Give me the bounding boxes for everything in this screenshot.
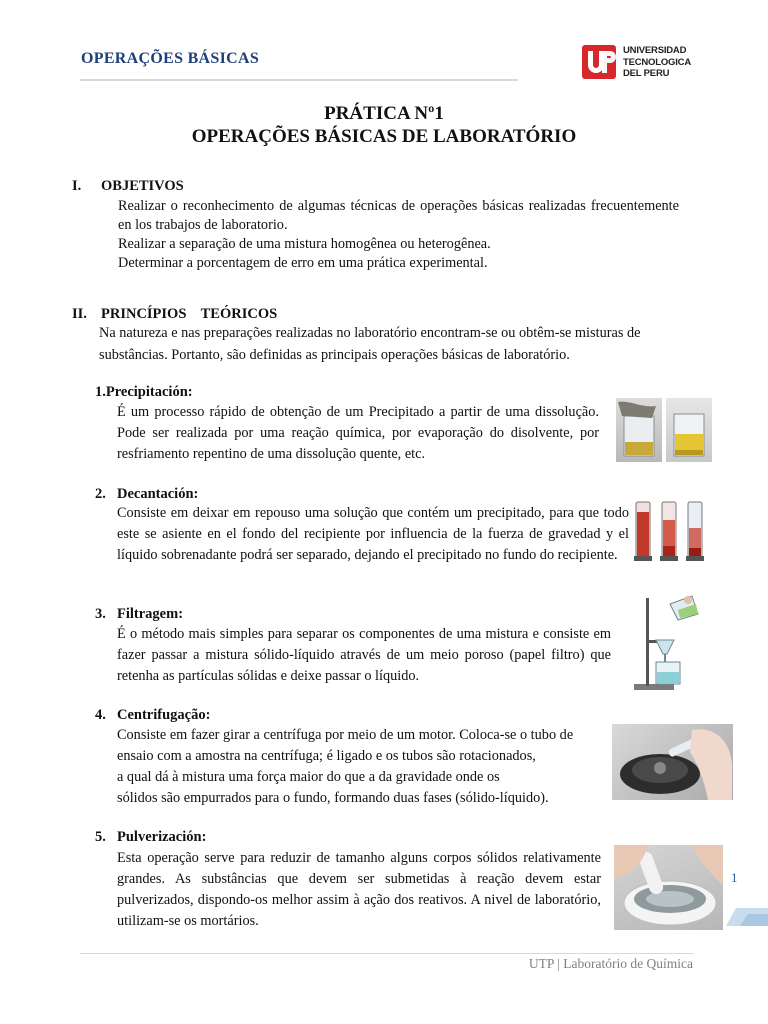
principios-intro: Na natureza e nas preparações realizadas no laboratório encontram-se ou obtêm-se misturas de substâncias. Portanto, são definidas as principais operações básicas de laboratório.: [99, 325, 641, 363]
utp-logo-wordmark: UNIVERSIDAD TECNOLOGICA DEL PERU: [623, 45, 691, 79]
decantation-photo: [632, 498, 706, 564]
centrifuge-photo: [612, 724, 733, 800]
mortar-photo: [614, 845, 723, 930]
footer-text: UTP | Laboratório de Química: [528, 956, 693, 971]
footer-divider: [80, 953, 694, 954]
operation-heading-pulverizacion: Pulverización:: [117, 829, 207, 845]
section-heading-objetivos: OBJETIVOS: [101, 178, 184, 194]
precipitation-photo-left: [616, 398, 662, 462]
operation-number-filtragem: 3.: [95, 606, 106, 622]
filtration-photo: [630, 588, 706, 694]
practice-subtitle: OPERAÇÕES BÁSICAS DE LABORATÓRIO: [191, 126, 577, 147]
objective-item: Determinar a porcentagem de erro em uma prática experimental.: [118, 255, 488, 271]
operation-text-precipitacion: É um processo rápido de obtenção de um Precipitado a partir de uma dissolução. Pode ser realizada por uma reação química, por evaporação do disolvente, por resfriamento repentino de uma dissolução quente, etc.: [117, 404, 599, 462]
operation-heading-centrifugacao: Centrifugação:: [117, 707, 211, 723]
operation-number-centrifugacao: 4.: [95, 707, 106, 723]
utp-logo: [580, 43, 700, 83]
section-number-principios: II.: [72, 306, 87, 322]
operation-heading-filtragem: Filtragem:: [117, 606, 184, 622]
utp-logo-icon: [580, 43, 618, 81]
practice-title: PRÁTICA Nº1: [324, 103, 444, 124]
document-header-title: OPERAÇÕES BÁSICAS: [81, 50, 260, 67]
operation-heading-precipitacion: 1.Precipitación:: [95, 384, 193, 400]
section-number-objetivos: I.: [72, 178, 82, 194]
header-divider: [80, 79, 518, 81]
operation-text-filtragem: É o método mais simples para separar os componentes de uma mistura e consiste em fazer passar a mistura sólido-líquido através de um meio poroso (papel filtro) que retenha as partículas sólidas e deixe passar o líquido.: [117, 626, 611, 684]
operation-number-decantacion: 2.: [95, 486, 106, 502]
page-number: 1: [731, 870, 738, 885]
section-heading-principios: PRINCÍPIOS TEÓRICOS: [101, 306, 278, 322]
operation-text-pulverizacion: Esta operação serve para reduzir de tamanho alguns corpos sólidos relativamente grandes. As substâncias que devem ser submetidas à reação devem estar pulverizados, dispondo-os melhor assim à ação dos reativos. A nivel de laboratório, utilizam-se os mortários.: [117, 850, 601, 929]
operation-text-centrifugacao: Consiste em fazer girar a centrífuga por meio de um motor. Coloca-se o tubo de ensaio com a amostra na centrífuga; é ligado e os tubos são rotacionados, a qual dá à mistura uma força maior do que a da gravidade onde os sólidos são empurrados para o fundo, formando duas fases (sólido-líquido).: [117, 727, 574, 806]
precipitation-photo-right: [666, 398, 712, 462]
operation-heading-decantacion: Decantación:: [117, 486, 199, 502]
operation-text-decantacion: Consiste em deixar em repouso uma solução que contém um precipitado, para que todo este se asiente en el fondo del recipiente por influencia de la fuerza de gravedad y el líquido sobrenadante podrá ser separado, dejando el precipitado no fundo do recipiente.: [117, 505, 629, 563]
page-corner-decoration: [726, 906, 768, 926]
objective-item: Realizar a separação de uma mistura homogênea ou heterogênea.: [118, 236, 491, 252]
objective-item: Realizar o reconhecimento de algumas técnicas de operações básicas realizadas frecuentemente en los trabajos de laboratorio.: [118, 198, 679, 233]
operation-number-pulverizacion: 5.: [95, 829, 106, 845]
